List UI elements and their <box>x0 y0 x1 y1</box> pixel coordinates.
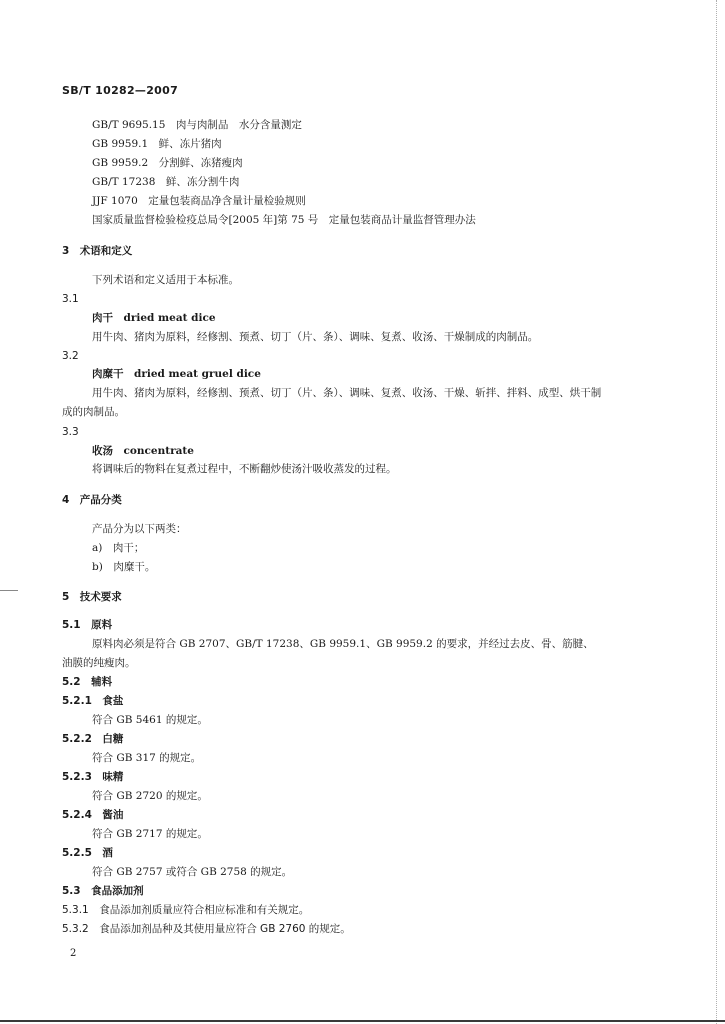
term-3-2-definition: 用牛肉、猪肉为原料，经修割、预煮、切丁（片、条）、调味、复煮、收汤、干燥、斩拌、拌料、成型、烘干制 <box>92 387 602 399</box>
term-3-1-name: 肉干 dried meat dice <box>92 312 216 324</box>
section-5-1-body-cont: 油膜的纯瘦肉。 <box>62 657 136 669</box>
ref-item: GB 9959.1 鲜、冻片猪肉 <box>92 138 222 150</box>
section-5-2-2-body: 符合 GB 317 的规定。 <box>92 752 202 764</box>
term-3-3-name: 收汤 concentrate <box>92 445 194 457</box>
term-3-3-number: 3.3 <box>62 426 79 438</box>
term-3-1-definition: 用牛肉、猪肉为原料，经修割、预煮、切丁（片、条）、调味、复煮、收汤、干燥制成的肉制品。 <box>92 331 539 343</box>
section-5-3-2: 5.3.2 食品添加剂品种及其使用量应符合 GB 2760 的规定。 <box>62 923 351 935</box>
section-5-2-5-body: 符合 GB 2757 或符合 GB 2758 的规定。 <box>92 866 293 878</box>
ref-item: GB 9959.2 分割鲜、冻猪瘦肉 <box>92 157 243 169</box>
section-5-title: 5 技术要求 <box>62 591 122 603</box>
term-3-1-number: 3.1 <box>62 293 79 305</box>
list-item-a: a) 肉干； <box>92 542 145 554</box>
term-3-2-definition-cont: 成的肉制品。 <box>62 406 125 418</box>
section-5-2-title: 5.2 辅料 <box>62 676 113 688</box>
term-3-3-definition: 将调味后的物料在复煮过程中，不断翻炒使汤汁吸收蒸发的过程。 <box>92 463 397 475</box>
section-5-2-1-body: 符合 GB 5461 的规定。 <box>92 714 208 726</box>
standard-code: SB/T 10282—2007 <box>62 84 179 97</box>
term-3-2-number: 3.2 <box>62 350 79 362</box>
section-5-1-body: 原料肉必须是符合 GB 2707、GB/T 17238、GB 9959.1、GB 9959.2 的要求，并经过去皮、骨、筋腱、 <box>92 638 594 650</box>
section-5-2-3-title: 5.2.3 味精 <box>62 771 124 783</box>
ref-item: GB/T 9695.15 肉与肉制品 水分含量测定 <box>92 119 302 131</box>
section-5-2-4-body: 符合 GB 2717 的规定。 <box>92 828 208 840</box>
list-item-b: b) 肉糜干。 <box>92 561 156 573</box>
section-5-1-title: 5.1 原料 <box>62 619 113 631</box>
ref-item: GB/T 17238 鲜、冻分割牛肉 <box>92 176 240 188</box>
section-5-2-1-title: 5.2.1 食盐 <box>62 695 124 707</box>
ref-item: JJF 1070 定量包装商品净含量计量检验规则 <box>92 195 306 207</box>
section-5-2-3-body: 符合 GB 2720 的规定。 <box>92 790 208 802</box>
scan-mark-left <box>0 590 18 591</box>
section-5-2-5-title: 5.2.5 酒 <box>62 847 113 859</box>
section-4-title: 4 产品分类 <box>62 494 122 506</box>
section-5-2-4-title: 5.2.4 酱油 <box>62 809 124 821</box>
section-5-3-1: 5.3.1 食品添加剂质量应符合相应标准和有关规定。 <box>62 904 310 916</box>
scan-edge-right <box>714 0 717 1024</box>
page-number: 2 <box>70 948 77 959</box>
section-3-intro: 下列术语和定义适用于本标准。 <box>92 274 239 286</box>
section-5-2-2-title: 5.2.2 白糖 <box>62 733 124 745</box>
scan-edge-bottom <box>0 1020 725 1022</box>
ref-item: 国家质量监督检验检疫总局令[2005 年]第 75 号 定量包装商品计量监督管理办法 <box>92 214 476 226</box>
term-3-2-name: 肉糜干 dried meat gruel dice <box>92 368 261 380</box>
section-5-3-title: 5.3 食品添加剂 <box>62 885 144 897</box>
section-4-intro: 产品分为以下两类： <box>92 523 187 535</box>
section-3-title: 3 术语和定义 <box>62 245 133 257</box>
